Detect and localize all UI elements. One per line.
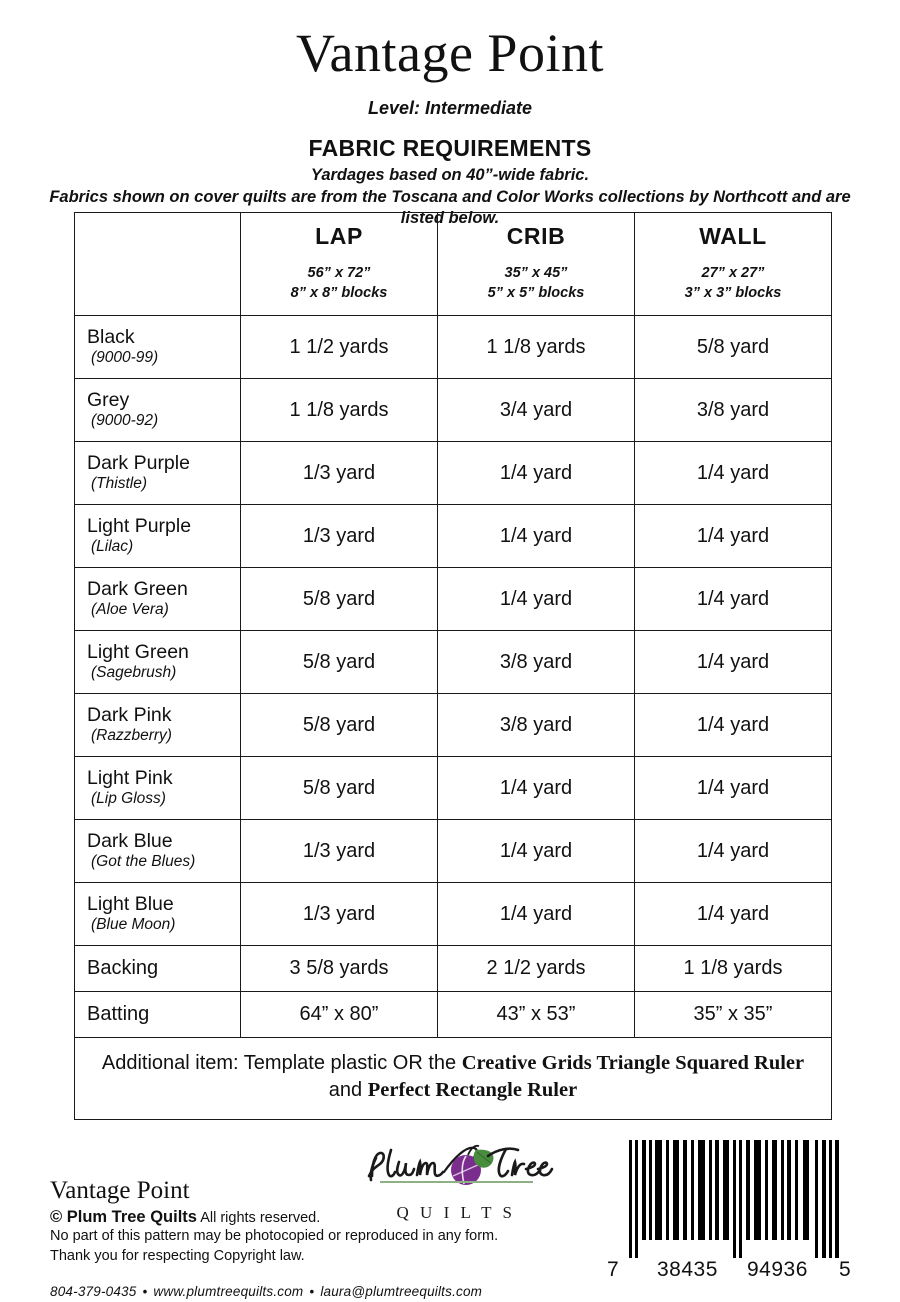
crib-yardage: 1/4 yard	[438, 820, 635, 883]
contact-separator-1: •	[142, 1283, 148, 1299]
contact-email[interactable]: laura@plumtreequilts.com	[320, 1283, 483, 1299]
logo-wordmark: Q U I L T S	[396, 1203, 516, 1222]
wall-yardage: 1/4 yard	[635, 694, 832, 757]
column-header-fabric	[75, 213, 241, 316]
fabric-cell	[75, 505, 241, 568]
fabric-name: Dark Blue	[87, 830, 173, 853]
column-header-crib-label: CRIB	[506, 223, 566, 250]
section-title: FABRIC REQUIREMENTS	[308, 135, 592, 161]
column-header-crib	[438, 213, 635, 316]
crib-yardage: 1/4 yard	[438, 757, 635, 820]
lap-yardage: 1/3 yard	[241, 505, 438, 568]
crib-yardage: 1 1/8 yards	[438, 316, 635, 379]
fabric-collection-note: Fabrics shown on cover quilts are from the Toscana and Color Works collections by Northcott and are listed below.	[49, 188, 851, 228]
table-row	[75, 568, 832, 631]
lap-yardage: 5/8 yard	[241, 757, 438, 820]
crib-yardage: 3/8 yard	[438, 631, 635, 694]
wall-yardage: 5/8 yard	[635, 316, 832, 379]
footer-copyright-block	[50, 1178, 550, 1299]
footer-copyright-line	[50, 1208, 550, 1227]
column-header-wall-label: WALL	[699, 223, 767, 250]
fabric-code: (Razzberry)	[91, 727, 172, 745]
fabric-cell	[75, 757, 241, 820]
fabric-code: (Thistle)	[91, 475, 147, 493]
lap-yardage: 5/8 yard	[241, 694, 438, 757]
crib-yardage: 2 1/2 yards	[438, 946, 635, 992]
barcode-digit-right: 5	[839, 1258, 852, 1281]
wall-yardage: 1/4 yard	[635, 505, 832, 568]
fabric-cell	[75, 694, 241, 757]
lap-block-size: 8” x 8” blocks	[290, 284, 388, 301]
table-row	[75, 631, 832, 694]
table-row	[75, 505, 832, 568]
fabric-code: (Sagebrush)	[91, 664, 177, 682]
footer-pattern-name: Vantage Point	[50, 1177, 190, 1204]
additional-item-row	[75, 1038, 832, 1120]
table-row	[75, 946, 832, 992]
document-footer	[0, 1130, 900, 1302]
column-header-lap-label: LAP	[315, 223, 363, 250]
table-row	[75, 757, 832, 820]
fabric-name: Grey	[87, 389, 130, 412]
fabric-code: (Got the Blues)	[91, 853, 196, 871]
fabric-name: Light Pink	[87, 767, 173, 790]
crib-block-size: 5” x 5” blocks	[487, 284, 585, 301]
additional-item-cell	[75, 1038, 832, 1120]
material-name: Batting	[75, 992, 241, 1038]
copyright-owner: © Plum Tree Quilts	[50, 1208, 197, 1227]
fabric-name: Light Purple	[87, 515, 192, 538]
crib-yardage: 1/4 yard	[438, 505, 635, 568]
fabric-cell	[75, 442, 241, 505]
wall-yardage: 3/8 yard	[635, 379, 832, 442]
table-header-row	[75, 213, 832, 316]
column-header-lap-dims	[245, 264, 433, 302]
crib-yardage: 3/4 yard	[438, 379, 635, 442]
lap-yardage: 5/8 yard	[241, 631, 438, 694]
crib-yardage: 1/4 yard	[438, 883, 635, 946]
column-header-crib-dims	[442, 264, 630, 302]
wall-block-size: 3” x 3” blocks	[684, 284, 782, 301]
fabric-cell	[75, 316, 241, 379]
fabric-code: (Aloe Vera)	[91, 601, 169, 619]
wall-yardage: 1/4 yard	[635, 568, 832, 631]
wall-quilt-size: 27” x 27”	[701, 265, 765, 282]
lap-yardage: 1 1/2 yards	[241, 316, 438, 379]
difficulty-level: Level: Intermediate	[367, 98, 533, 118]
barcode-digit-left: 7	[607, 1258, 620, 1281]
fabric-code: (Lip Gloss)	[91, 790, 166, 808]
table-row	[75, 820, 832, 883]
lap-yardage: 1/3 yard	[241, 442, 438, 505]
footer-notice-line-1: No part of this pattern may be photocopied or reproduced in any form.	[50, 1228, 499, 1245]
yardage-note: Yardages based on 40”-wide fabric.	[310, 166, 590, 184]
fabric-name: Dark Purple	[87, 452, 190, 475]
page-title: Vantage Point	[296, 23, 604, 83]
barcode-group-2: 94936	[747, 1258, 808, 1281]
fabric-code: (Blue Moon)	[91, 916, 176, 934]
fabric-cell	[75, 568, 241, 631]
table-row	[75, 883, 832, 946]
wall-yardage: 1/4 yard	[635, 820, 832, 883]
wall-yardage: 1/4 yard	[635, 442, 832, 505]
fabric-requirements-table	[74, 212, 832, 1120]
document-header	[0, 0, 900, 229]
lap-yardage: 3 5/8 yards	[241, 946, 438, 992]
contact-phone: 804-379-0435	[50, 1283, 137, 1299]
footer-contact-line	[50, 1284, 550, 1299]
column-header-wall-dims	[639, 264, 827, 302]
table-row	[75, 316, 832, 379]
fabric-name: Dark Green	[87, 578, 188, 601]
wall-yardage: 1/4 yard	[635, 631, 832, 694]
column-header-lap	[241, 213, 438, 316]
wall-yardage: 1/4 yard	[635, 883, 832, 946]
fabric-code: (9000-92)	[91, 412, 159, 430]
additional-item-product-1: Creative Grids Triangle Squared Ruler	[461, 1052, 805, 1074]
lap-quilt-size: 56” x 72”	[307, 265, 371, 282]
table-body	[75, 316, 832, 1120]
crib-size: 43” x 53”	[438, 992, 635, 1038]
fabric-name: Black	[87, 326, 135, 349]
additional-item-prefix: Additional item: Template plastic OR the	[101, 1052, 462, 1074]
column-header-wall	[635, 213, 832, 316]
fabric-code: (Lilac)	[91, 538, 134, 556]
barcode-group-1: 38435	[657, 1258, 718, 1281]
fabric-name: Light Green	[87, 641, 189, 664]
fabric-name: Light Blue	[87, 893, 174, 916]
footer-notice-line-2: Thank you for respecting Copyright law.	[50, 1247, 305, 1264]
lap-yardage: 1 1/8 yards	[241, 379, 438, 442]
fabric-cell	[75, 883, 241, 946]
material-name: Backing	[75, 946, 241, 992]
additional-item-joiner: and	[328, 1079, 368, 1102]
crib-quilt-size: 35” x 45”	[504, 265, 568, 282]
table-row	[75, 379, 832, 442]
table-row	[75, 442, 832, 505]
wall-yardage: 1 1/8 yards	[635, 946, 832, 992]
fabric-code: (9000-99)	[91, 349, 159, 367]
fabric-cell	[75, 820, 241, 883]
contact-website[interactable]: www.plumtreequilts.com	[153, 1283, 304, 1299]
crib-yardage: 1/4 yard	[438, 568, 635, 631]
lap-yardage: 1/3 yard	[241, 820, 438, 883]
crib-yardage: 1/4 yard	[438, 442, 635, 505]
fabric-requirements-table-wrapper	[74, 212, 831, 1120]
contact-separator-2: •	[309, 1283, 315, 1299]
fabric-cell	[75, 631, 241, 694]
additional-item-product-2: Perfect Rectangle Ruler	[367, 1079, 578, 1102]
wall-yardage: 1/4 yard	[635, 757, 832, 820]
lap-yardage: 5/8 yard	[241, 568, 438, 631]
table-row	[75, 694, 832, 757]
wall-size: 35” x 35”	[635, 992, 832, 1038]
table-row	[75, 992, 832, 1038]
rights-reserved-text: All rights reserved.	[200, 1210, 321, 1227]
lap-yardage: 1/3 yard	[241, 883, 438, 946]
crib-yardage: 3/8 yard	[438, 694, 635, 757]
lap-size: 64” x 80”	[241, 992, 438, 1038]
fabric-cell	[75, 379, 241, 442]
fabric-name: Dark Pink	[87, 704, 172, 727]
